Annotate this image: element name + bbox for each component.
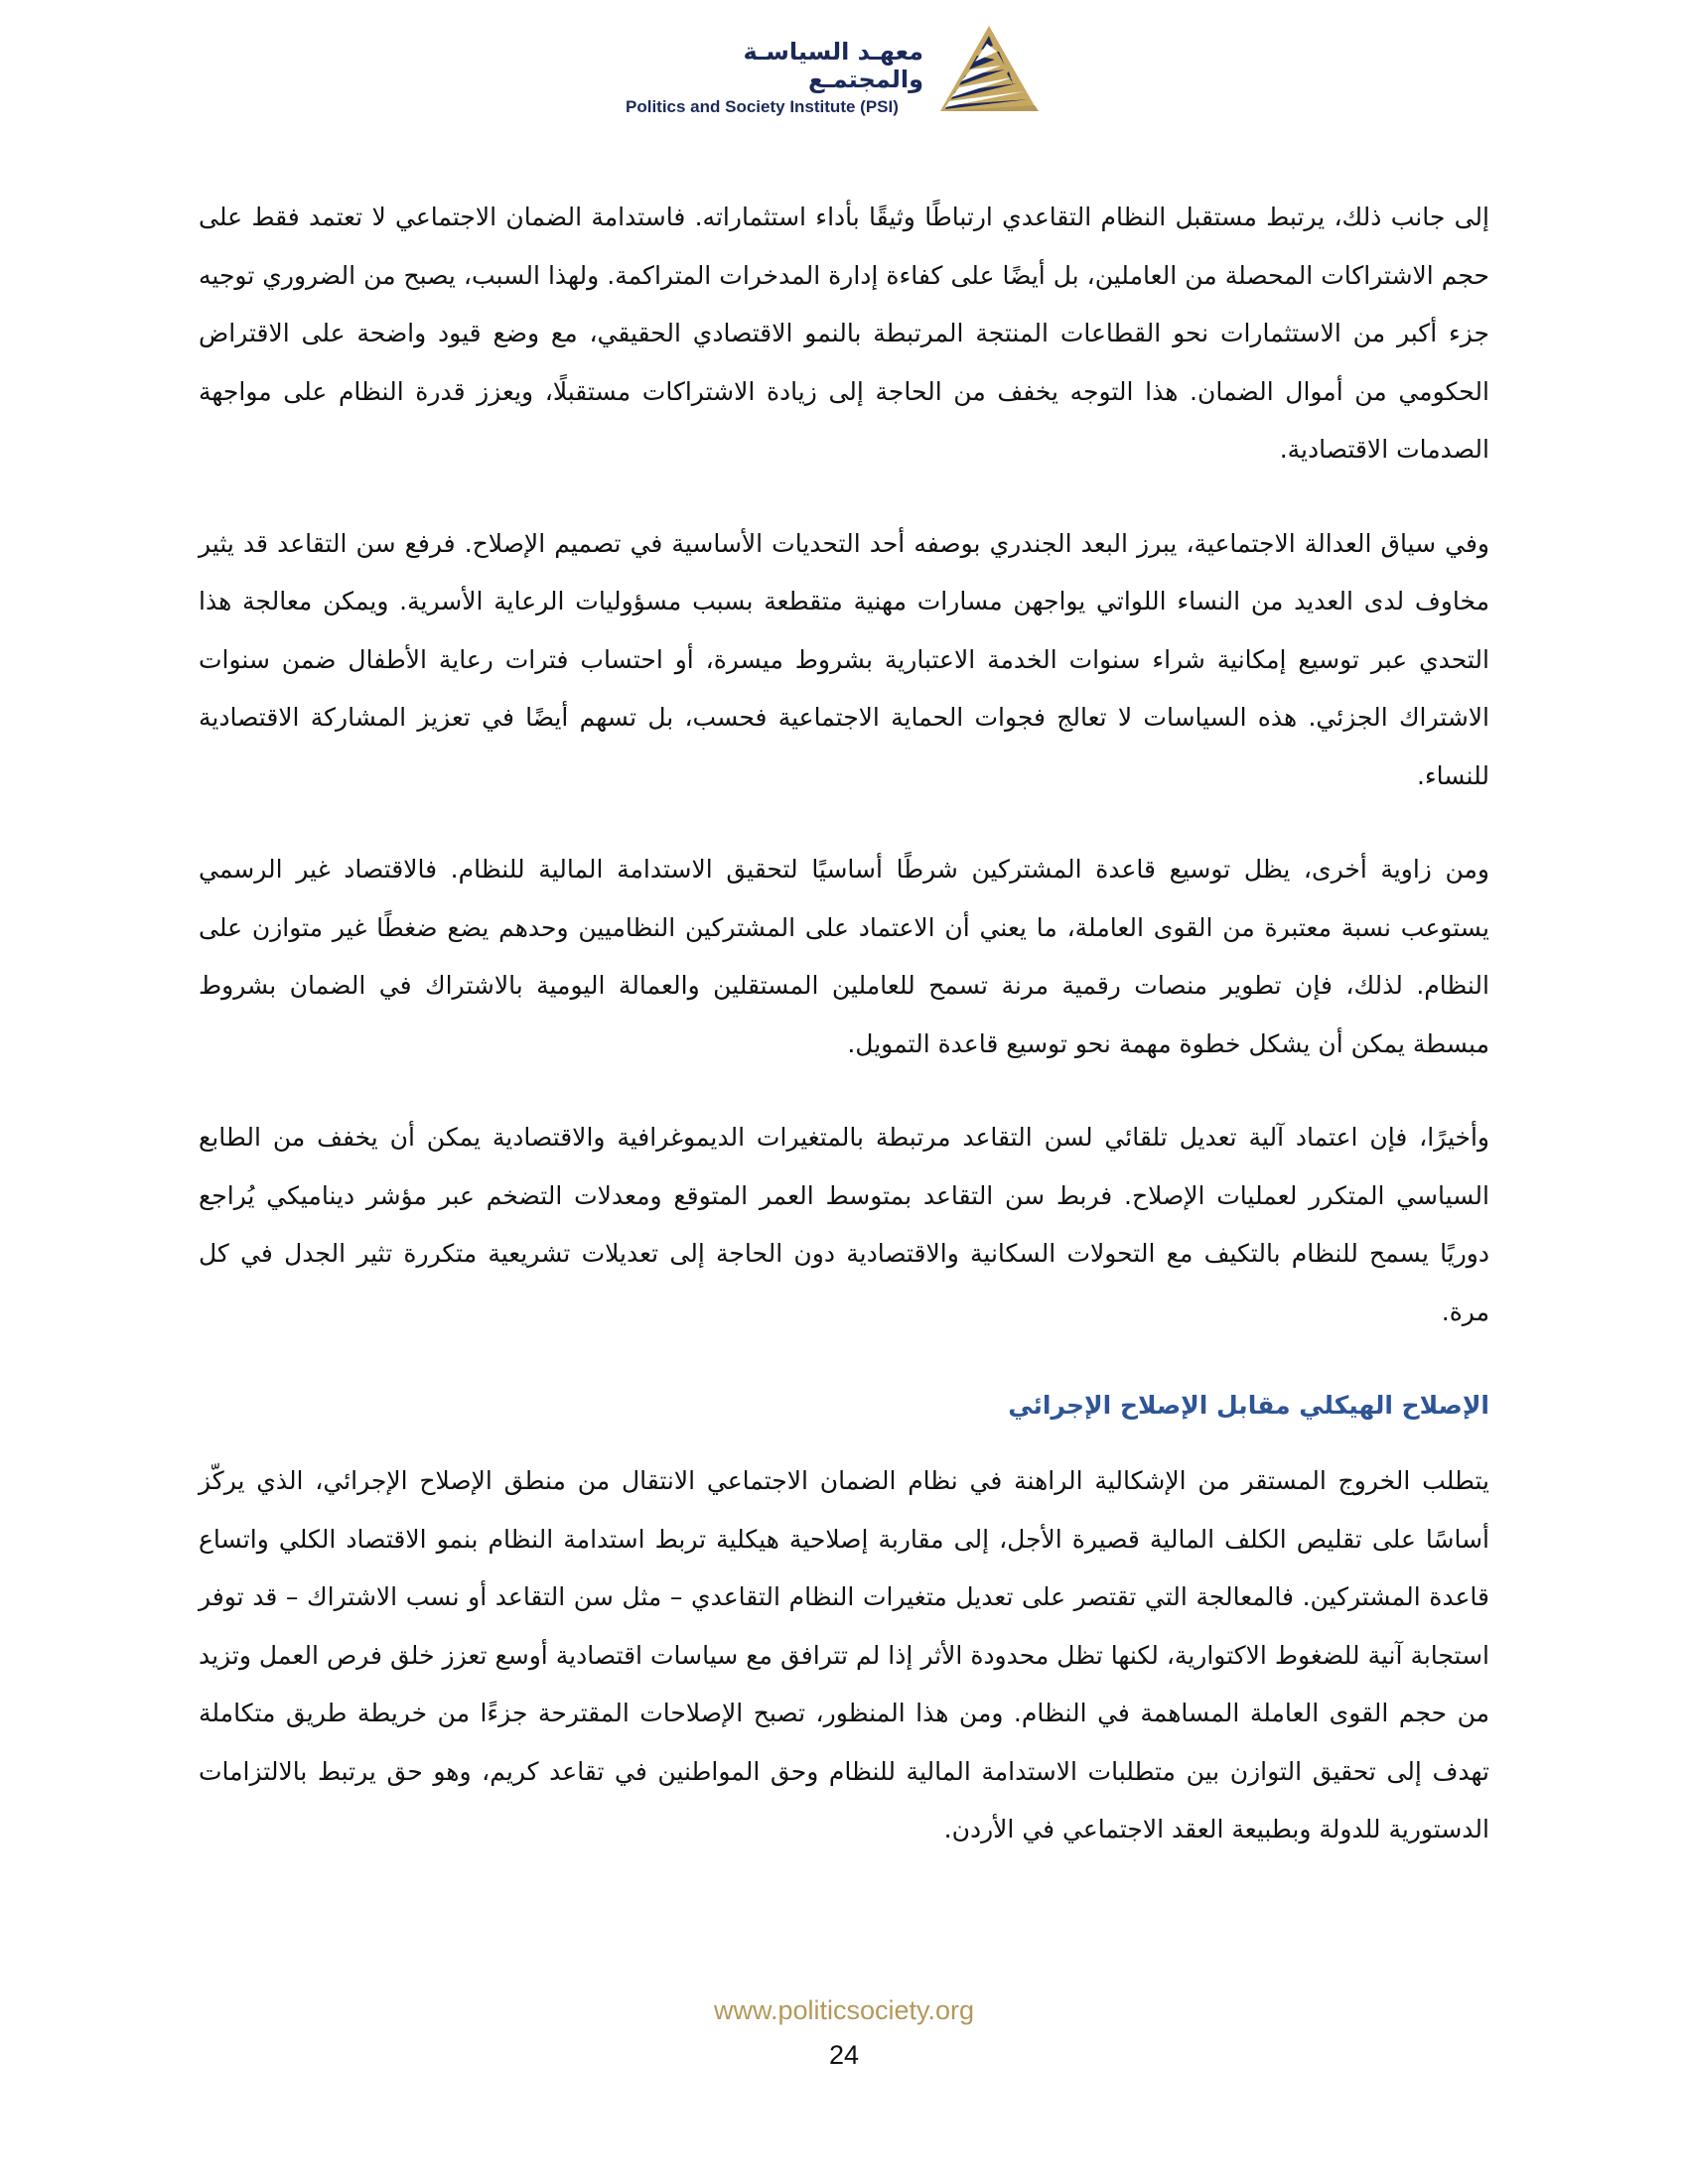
- footer-website-link[interactable]: www.politicsociety.org: [713, 1995, 975, 2025]
- paragraph: يتطلب الخروج المستقر من الإشكالية الراهنة في نظام الضمان الاجتماعي الانتقال من منطق الإصلاح الإجرائي، الذي يركّز أساسًا على تقليص الكلف المالية قصيرة الأجل، إلى مقاربة إصلاحية هيكلية تربط استدامة النظام بنمو الاقتصاد الكلي واتساع قاعدة المشتركين. فالمعالجة التي تقتصر على تعديل متغيرات النظام التقاعدي – مثل سن التقاعد أو نسب الاشتراك – قد توفر استجابة آنية للضغوط الاكتوارية، لكنها تظل محدودة الأثر إذا لم تترافق مع سياسات اقتصادية أوسع تعزز خلق فرص العمل وتزيد من حجم القوى العاملة المساهمة في النظام. ومن هذا المنظور، تصبح الإصلاحات المقترحة جزءًا من خريطة طريق متكاملة تهدف إلى تحقيق التوازن بين متطلبات الاستدامة المالية للنظام وحق المواطنين في تقاعد كريم، وهو حق يرتبط بالالتزامات الدستورية للدولة وبطبيعة العقد الاجتماعي في الأردن.: [199, 1466, 1489, 1843]
- paragraph: إلى جانب ذلك، يرتبط مستقبل النظام التقاعدي ارتباطًا وثيقًا بأداء استثماراته. فاستدامة الضمان الاجتماعي لا تعتمد فقط على حجم الاشتراكات المحصلة من العاملين، بل أيضًا على كفاءة إدارة المدخرات المتراكمة. ولهذا السبب، يصبح من الضروري توجيه جزء أكبر من الاستثمارات نحو القطاعات المنتجة المرتبطة بالنمو الاقتصادي الحقيقي، مع وضع قيود واضحة على الاقتراض الحكومي من أموال الضمان. هذا التوجه يخفف من الحاجة إلى زيادة الاشتراكات مستقبلًا، ويعزز قدرة النظام على مواجهة الصدمات الاقتصادية.: [199, 203, 1489, 464]
- logo-arabic-name: معهـد السياسـة والمجتمـع: [743, 38, 923, 93]
- paragraph: ومن زاوية أخرى، يظل توسيع قاعدة المشتركين شرطًا أساسيًا لتحقيق الاستدامة المالية للنظام. فالاقتصاد غير الرسمي يستوعب نسبة معتبرة من القوى العاملة، ما يعني أن الاعتماد على المشتركين النظاميين وحدهم يضع ضغطًا غير متوازن على النظام. لذلك، فإن تطوير منصات رقمية مرنة تسمح للعاملين المستقلين والعمالة اليومية بالاشتراك في الضمان بشروط مبسطة يمكن أن يشكل خطوة مهمة نحو توسيع قاعدة التمويل.: [199, 855, 1489, 1058]
- page-header: [626, 22, 1062, 121]
- triangle-logo-icon: [935, 22, 1043, 117]
- page-number: 24: [828, 2040, 860, 2070]
- paragraph: وأخيرًا، فإن اعتماد آلية تعديل تلقائي لسن التقاعد مرتبطة بالمتغيرات الديموغرافية والاقتصادية يمكن أن يخفف من الطابع السياسي المتكرر لعمليات الإصلاح. فربط سن التقاعد بمتوسط العمر المتوقع ومعدلات التضخم عبر مؤشر ديناميكي يُراجع دوريًا يسمح للنظام بالتكيف مع التحولات السكانية والاقتصادية دون الحاجة إلى تعديلات تشريعية متكررة تثير الجدل في كل مرة.: [199, 1123, 1489, 1326]
- section-heading: الإصلاح الهيكلي مقابل الإصلاح الإجرائي: [1008, 1391, 1489, 1420]
- logo-english-name: Politics and Society Institute (PSI): [626, 97, 899, 116]
- document-body: [199, 189, 1489, 1895]
- paragraph: وفي سياق العدالة الاجتماعية، يبرز البعد الجندري بوصفه أحد التحديات الأساسية في تصميم الإصلاح. فرفع سن التقاعد قد يثير مخاوف لدى العديد من النساء اللواتي يواجهن مسارات مهنية متقطعة بسبب مسؤوليات الرعاية الأسرية. ويمكن معالجة هذا التحدي عبر توسيع إمكانية شراء سنوات الخدمة الاعتبارية بشروط ميسرة، أو احتساب فترات رعاية الأطفال ضمن سنوات الاشتراك الجزئي. هذه السياسات لا تعالج فجوات الحماية الاجتماعية فحسب، بل تسهم أيضًا في تعزيز المشاركة الاقتصادية للنساء.: [199, 528, 1489, 790]
- logo-text: [626, 38, 923, 117]
